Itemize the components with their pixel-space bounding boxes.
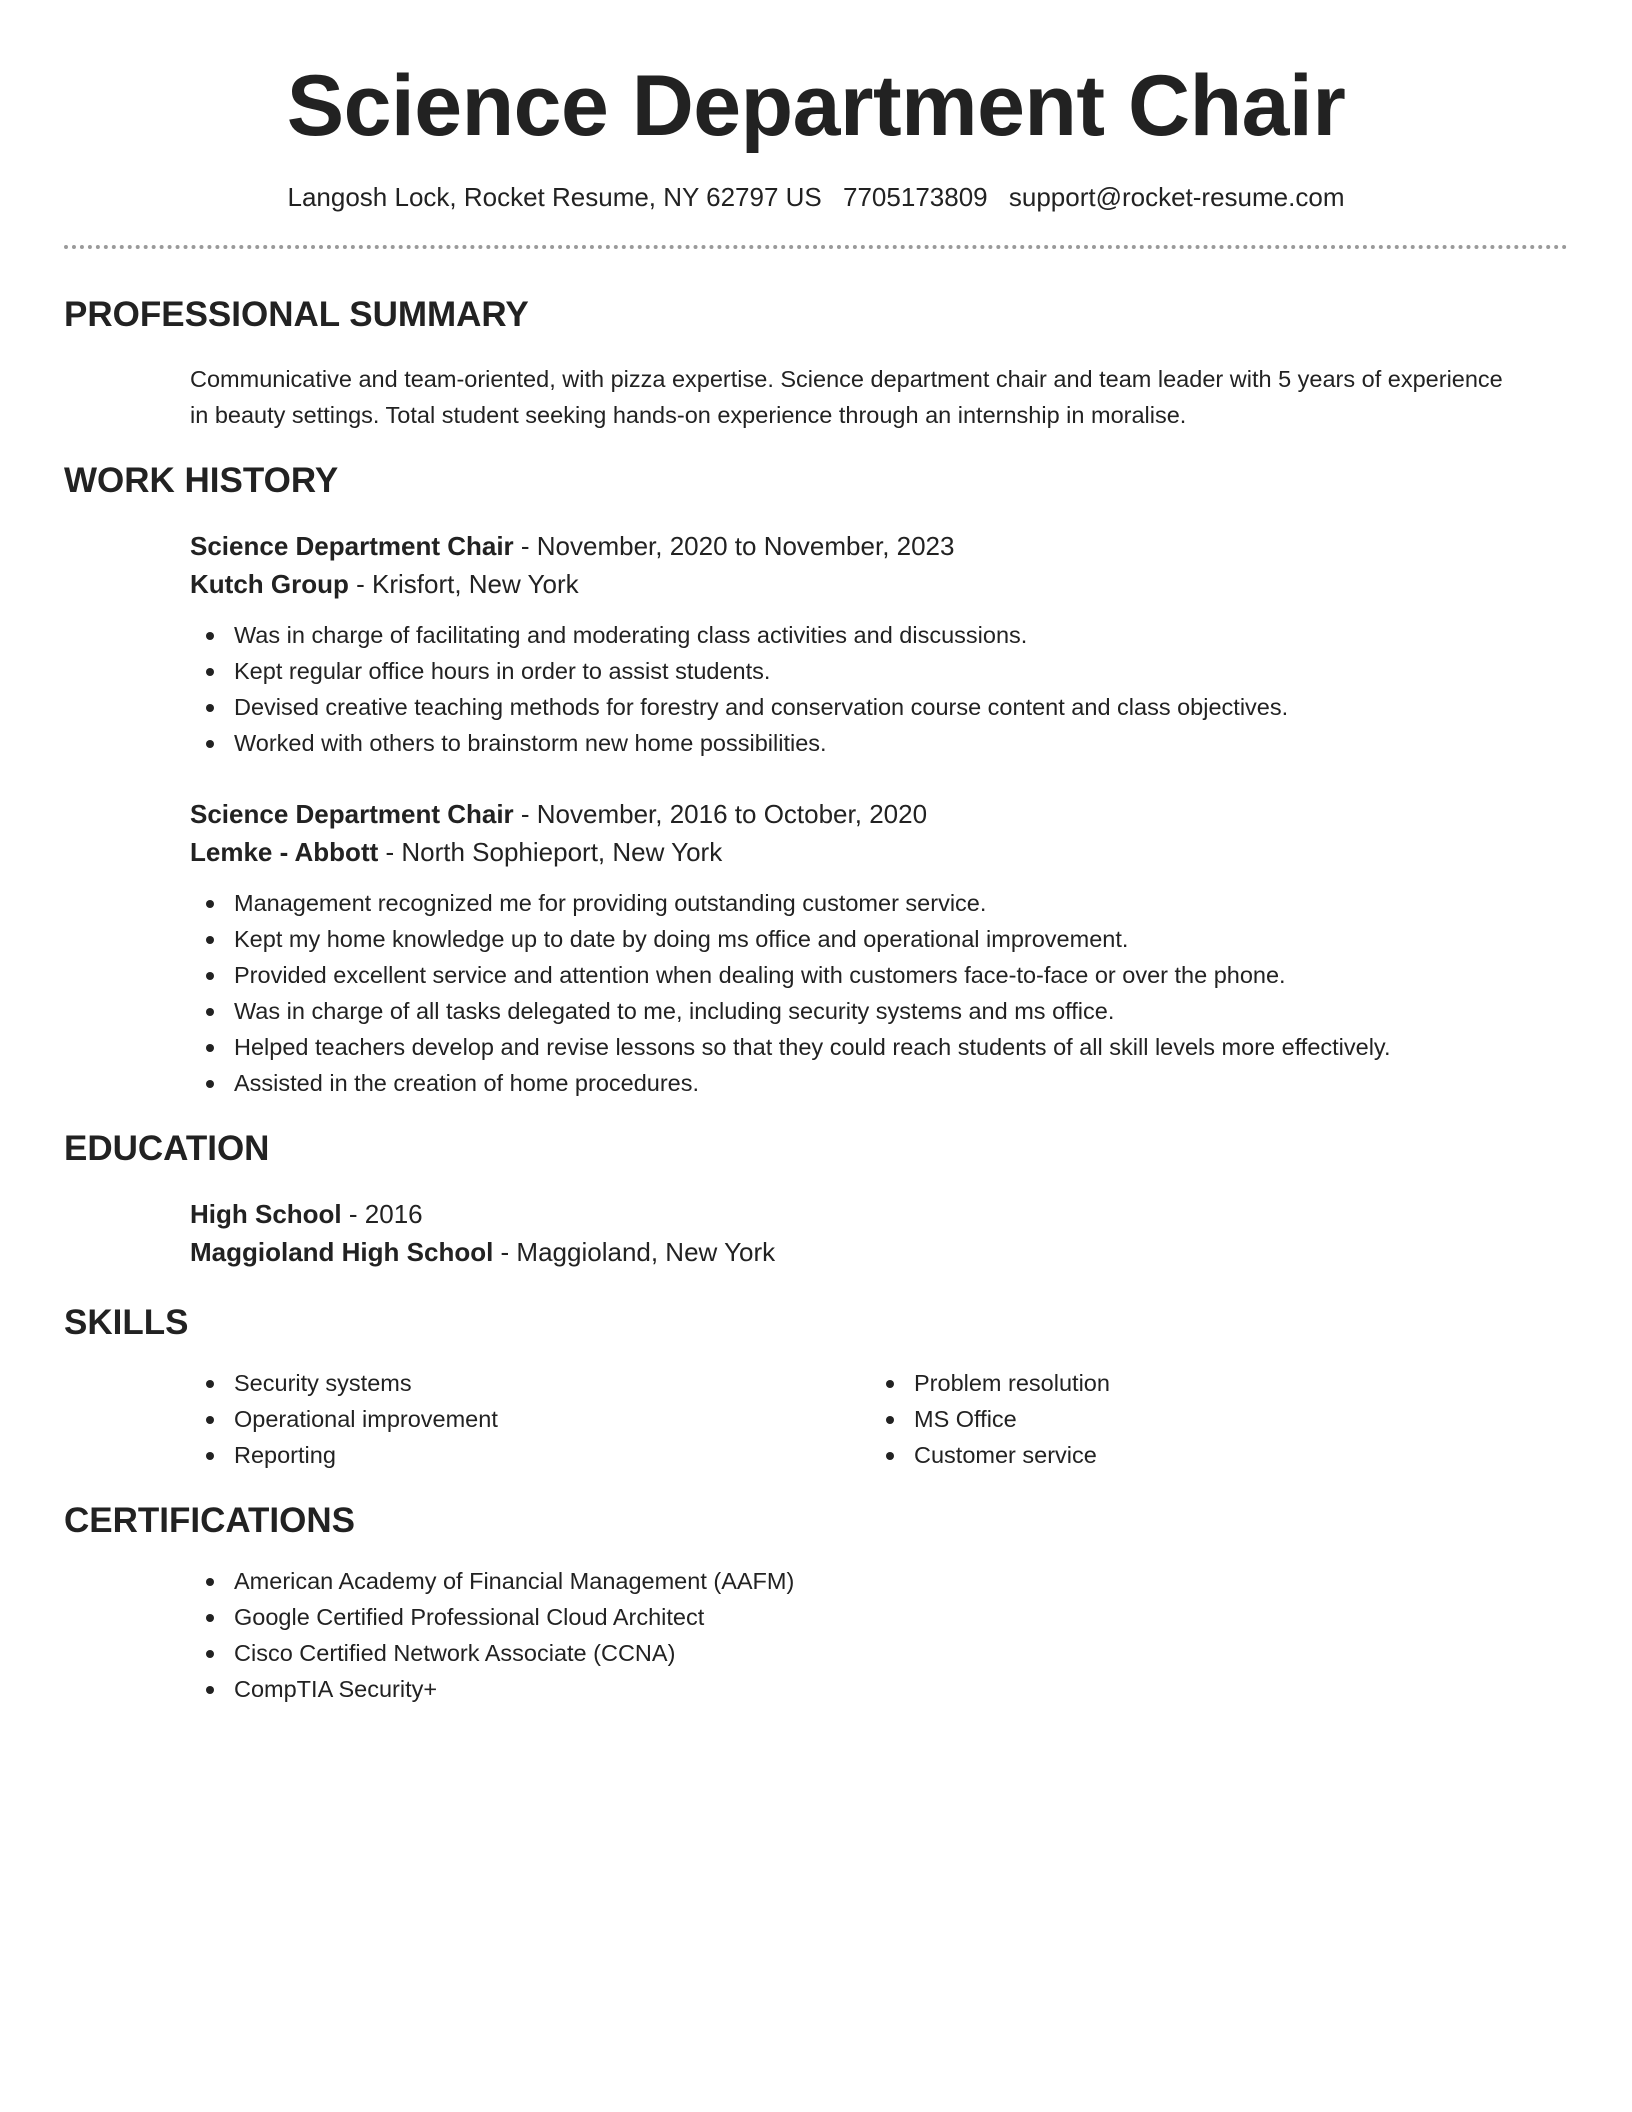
education-school: Maggioland High School [190,1237,494,1267]
job-company: Kutch Group [190,569,349,599]
job-company: Lemke - Abbott [190,837,379,867]
header-divider [64,245,1568,249]
list-item: American Academy of Financial Management (AAFM) [190,1563,1568,1599]
education-entry [190,1195,1568,1271]
education-location: - Maggioland, New York [493,1237,776,1267]
list-item: Was in charge of facilitating and moderating class activities and discussions. [190,617,1568,653]
summary-section [64,293,1568,433]
job-bullets [190,617,1568,761]
summary-text: Communicative and team-oriented, with pizza expertise. Science department chair and team leader with 5 years of experience in beauty settings. Total student seeking hands-on experience through an internship in moralise. [190,366,1503,428]
skills-title: SKILLS [64,1303,189,1342]
list-item: Customer service [870,1437,1550,1473]
certifications-list [190,1563,1568,1707]
list-item: Reporting [190,1437,870,1473]
job-role-line [190,795,1568,833]
job-dates: - November, 2016 to October, 2020 [513,799,928,829]
list-item: Worked with others to brainstorm new home possibilities. [190,725,1568,761]
list-item: Google Certified Professional Cloud Architect [190,1599,1568,1635]
list-item: Operational improvement [190,1401,870,1437]
list-item: Management recognized me for providing outstanding customer service. [190,885,1568,921]
job-company-line [190,833,1568,871]
job-location: - Krisfort, New York [348,569,579,599]
list-item: Devised creative teaching methods for forestry and conservation course content and class objectives. [190,689,1568,725]
list-item: Was in charge of all tasks delegated to me, including security systems and ms office. [190,993,1568,1029]
skills-right-column [870,1365,1550,1473]
list-item: Cisco Certified Network Associate (CCNA) [190,1635,1568,1671]
certifications-title: CERTIFICATIONS [64,1501,356,1540]
skills-section [64,1301,1568,1473]
list-item: Security systems [190,1365,870,1401]
job-entry [190,795,1568,1101]
contact-email: support@rocket-resume.com [1008,182,1345,212]
list-item: Provided excellent service and attention when dealing with customers face-to-face or over the phone. [190,957,1568,993]
list-item: Problem resolution [870,1365,1550,1401]
education-degree-line [190,1195,1568,1233]
skills-left-column [190,1365,870,1473]
job-role: Science Department Chair [190,531,514,561]
education-section [64,1127,1568,1271]
education-year: - 2016 [341,1199,423,1229]
education-degree: High School [190,1199,342,1229]
job-dates: - November, 2020 to November, 2023 [513,531,955,561]
resume-name: Science Department Chair [286,58,1346,154]
summary-title: PROFESSIONAL SUMMARY [64,295,529,334]
job-role: Science Department Chair [190,799,514,829]
list-item: Assisted in the creation of home procedures. [190,1065,1568,1101]
skills-grid [190,1365,1568,1473]
contact-phone: 7705173809 [843,182,988,212]
certifications-section [64,1499,1568,1707]
list-item: MS Office [870,1401,1550,1437]
education-school-line [190,1233,1568,1271]
contact-address: Langosh Lock, Rocket Resume, NY 62797 US [287,182,822,212]
work-history-section [64,459,1568,1101]
job-entry [190,527,1568,761]
job-location: - North Sophieport, New York [378,837,723,867]
job-role-line [190,527,1568,565]
list-item: Kept regular office hours in order to assist students. [190,653,1568,689]
list-item: CompTIA Security+ [190,1671,1568,1707]
job-bullets [190,885,1568,1101]
list-item: Helped teachers develop and revise lessons so that they could reach students of all skill levels more effectively. [190,1029,1568,1065]
work-history-title: WORK HISTORY [64,461,339,500]
contact-line [64,180,1568,214]
job-company-line [190,565,1568,603]
education-title: EDUCATION [64,1129,270,1168]
list-item: Kept my home knowledge up to date by doing ms office and operational improvement. [190,921,1568,957]
